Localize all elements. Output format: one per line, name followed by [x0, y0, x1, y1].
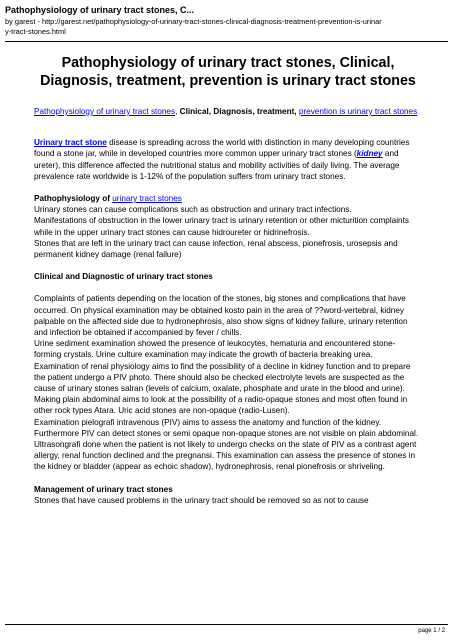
patho-paragraph-3: Stones that are left in the urinary tract can cause infection, renal abscess, pionefrosis, urosepsis and permanent kidney damage (renal failure) — [34, 238, 398, 260]
clinical-paragraph-6: Ultrasongrafi done when the patient is not likely to undergo checks on the state of PIV as a contrast agent allergy, renal function declined and the pregnansi. This examination can assess the presence of stones in the kidney or bladder (appear as echoic shadow), hydronephrosis, renal pionefrosis or shriveling. — [34, 440, 417, 472]
tag-separator: , — [175, 107, 178, 116]
patho-paragraph-2: Manifestations of obstruction in the lower urinary tract is urinary retention or other micturition complaints while in the upper urinary tract stones can cause hidroureter or hidrinefrosis. — [34, 216, 409, 237]
header-divider — [5, 41, 448, 42]
link-kidney[interactable]: kidney — [356, 149, 383, 159]
section-heading-clinical: Clinical and Diagnostic of urinary tract stones — [34, 272, 213, 282]
patho-paragraph-1: Urinary stones can cause complications such as obstruction and urinary tract infections. — [34, 205, 352, 215]
tag-link-prevention[interactable]: prevention is urinary tract stones — [298, 107, 418, 116]
section-heading-management: Management of urinary tract stones — [34, 484, 173, 494]
section-heading-pathophysiology — [34, 193, 422, 204]
management-paragraph-1: Stones that have caused problems in the urinary tract should be removed so as not to cause — [34, 495, 369, 505]
tag-text-clinical: Clinical, Diagnosis, treatment, — [179, 107, 297, 116]
clinical-paragraph-5: Examination pielografi intravenous (PIV) aims to assess the anatomy and function of the kidney. Furthermore PIV can detect stones or semi opaque non-opaque stones are not visible on plain abdominal. — [34, 417, 419, 438]
intro-paragraph — [34, 137, 422, 182]
header-title: Pathophysiology of urinary tract stones, C... — [5, 5, 195, 15]
tag-line — [34, 106, 422, 117]
page-number: page 1 / 2 — [418, 628, 445, 634]
header-byline-line1: by garest - http://garest.net/pathophysiology-of-urinary-tract-stones-clinical-diagnosis-treatment-prevention-is-urinar — [5, 17, 382, 26]
link-urinary-tract-stone[interactable]: Urinary tract stone — [34, 138, 107, 148]
clinical-paragraph-2: Urine sediment examination showed the presence of leukocytes, hematuria and encountered stone-forming crystals. Urine culture examination may indicate the growth of bacteria breaking urea. — [34, 339, 396, 360]
article-title: Pathophysiology of urinary tract stones, Clinical, Diagnosis, treatment, prevention is urinary tract stones — [40, 55, 416, 89]
clinical-paragraph-3: Examination of renal physiology aims to find the possibility of a decline in kidney function and to prepare the patient undergo a PIV photo. There should also be checked electrolyte levels are suspected as the cause of urinary stones salran (levels of calcium, oxalate, phosphate and urate in the blood and urine). — [34, 361, 411, 394]
intro-text-2: and ureter), this difference affected the nutritional status and mobility activities of daily living. The average prevalence rate worldwide is 1-12% of the population suffers from urinary tract stones. — [34, 149, 400, 181]
clinical-paragraph-4: Making plain abdominal aims to look at the possibility of a radio-opaque stones and most often found in other rock types Atara. Uric acid stones are non-opaque (radio-Lusen). — [34, 395, 408, 416]
header-byline-line2: y-tract-stones.html — [5, 26, 66, 36]
link-urinary-tract-stones[interactable]: urinary tract stones — [112, 194, 182, 204]
article-body — [34, 54, 422, 506]
header-byline — [5, 17, 448, 36]
tag-link-pathophysiology[interactable]: Pathophysiology of urinary tract stones — [34, 107, 176, 116]
clinical-paragraph-1: Complaints of patients depending on the location of the stones, big stones and complications that have occurred. On physical examination may be obtained kosto pain in the area of ??word-vertebral, kidney palpable on the affected side due to hydronephrosis, also show signs of kidney failure, urinary retention and infection be obtained if accompanied by fever / chills. — [34, 294, 408, 338]
intro-text-1: disease is spreading across the world with distinction in many developing countries found a stone jar, while in developed countries more common upper urinary tract stones ( — [34, 138, 410, 159]
footer-divider — [5, 624, 448, 625]
patho-heading-prefix: Pathophysiology of — [34, 194, 113, 204]
print-header — [5, 5, 448, 36]
